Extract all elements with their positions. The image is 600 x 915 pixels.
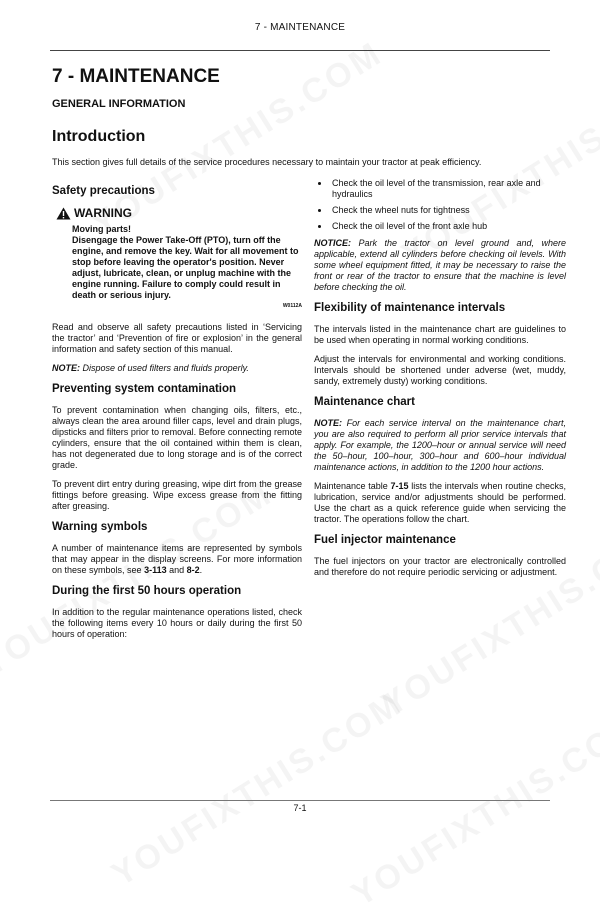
- page-reference: 8-2: [186, 565, 200, 575]
- note-label: NOTE:: [52, 363, 80, 373]
- page-reference: 3-113: [144, 565, 167, 575]
- list-item: • Check the wheel nuts for tightness: [330, 205, 566, 216]
- left-column: [52, 178, 302, 648]
- safety-heading: Safety precautions: [52, 185, 155, 197]
- intro-heading: Introduction: [52, 128, 146, 145]
- contamination-paragraph: To prevent contamination when changing oils, filters, etc., always clean the area around filler caps, level and drain plugs, dipsticks and filters prior to removal. Before connecting remote cylinders, ensure that the oil contained within them is clean, has not degenerated due to long storage and is of the correct grade.: [52, 405, 302, 470]
- check-list: [314, 178, 566, 232]
- table-reference: 7-15: [390, 481, 409, 491]
- note-text: For each service interval on the maintenance chart, you are also required to perform all prior service intervals that apply. For example, the 1200–hour or annual service will need the 50–hour, 100–hour, 300–hour and 600–hour individual maintenance actions, in addition to the 1200 hour actions.: [314, 418, 566, 472]
- first50-paragraph: In addition to the regular maintenance operations listed, check the following items every 10 hours or daily during the first 50 hours of operation:: [52, 607, 302, 639]
- page-number: 7-1: [293, 803, 307, 813]
- warning-triangle-icon: [56, 207, 71, 220]
- list-item: • Check the oil level of the transmission, rear axle and hydraulics: [330, 178, 566, 200]
- chart-heading: Maintenance chart: [314, 396, 415, 408]
- warning-label: WARNING: [74, 206, 132, 220]
- contamination-heading: Preventing system contamination: [52, 383, 237, 395]
- first50-heading: During the first 50 hours operation: [52, 585, 242, 597]
- warning-line: Moving parts!: [72, 224, 132, 234]
- chart-note: [314, 418, 566, 473]
- symbols-text: and: [166, 565, 187, 575]
- flexibility-heading: Flexibility of maintenance intervals: [314, 302, 506, 314]
- flexibility-paragraph: The intervals listed in the maintenance chart are guidelines to be used when operating in normal working conditions.: [314, 324, 566, 345]
- injector-heading: Fuel injector maintenance: [314, 534, 456, 546]
- safety-note: [52, 363, 302, 374]
- watermark: [105, 684, 410, 894]
- list-item: • Check the oil level of the front axle hub: [330, 221, 566, 232]
- chart-text: Maintenance table: [314, 481, 391, 491]
- safety-paragraph: Read and observe all safety precautions listed in ‘Servicing the tractor’ and ‘Prevention of fire or explosion’ in the general information and safety section of this manual.: [52, 322, 302, 354]
- notice-paragraph: [314, 238, 566, 293]
- flexibility-paragraph: Adjust the intervals for environmental and working conditions. Intervals should be shortened under adverse (wet, muddy, sandy, extremely dusty) working conditions.: [314, 354, 566, 386]
- symbols-text: .: [199, 565, 203, 575]
- chart-paragraph: [314, 481, 566, 525]
- right-column: [314, 178, 566, 586]
- notice-label: NOTICE:: [314, 238, 351, 248]
- injector-paragraph: The fuel injectors on your tractor are electronically controlled and therefore do not require periodic servicing or adjustment.: [314, 556, 566, 577]
- warning-line: Disengage the Power Take-Off (PTO), turn off the engine, and remove the key. Wait for all movement to stop before leaving the operator's position. Never adjust, lubricate, clean, or unplug machine with the engine running. Failure to comply could result in death or serious injury.: [72, 235, 299, 300]
- note-label: NOTE:: [314, 418, 342, 428]
- warning-code: W0112A: [282, 303, 302, 309]
- chart-text: lists the intervals when routine checks, lubrication, service and/or adjustments should be performed. Use the chart as a quick reference guide when servicing the tractor. The operations follow the chart.: [314, 481, 566, 524]
- symbols-heading: Warning symbols: [52, 521, 148, 533]
- warning-body: [72, 224, 302, 312]
- symbols-text: A number of maintenance items are represented by symbols that may appear in the display screens. For more information on these symbols, see: [52, 543, 302, 575]
- running-header: 7 - MAINTENANCE: [254, 22, 346, 33]
- section-title: GENERAL INFORMATION: [52, 98, 186, 110]
- chapter-title: 7 - MAINTENANCE: [52, 66, 220, 87]
- intro-paragraph: This section gives full details of the service procedures necessary to maintain your tractor at peak efficiency.: [52, 157, 482, 167]
- contamination-paragraph: To prevent dirt entry during greasing, wipe dirt from the grease fittings before greasing. Wipe excess grease from the fitting after greasing.: [52, 479, 302, 511]
- warning-header: [56, 207, 302, 220]
- note-text: Dispose of used filters and fluids properly.: [82, 363, 249, 373]
- symbols-paragraph: [52, 543, 302, 576]
- notice-text: Park the tractor on level ground and, where applicable, extend all cylinders before checking oil levels. With some wheel equipment fitted, it may be necessary to raise the front or rear of the tractor to ensure that the machine is level before checking the oil.: [314, 238, 566, 292]
- footer-rule: [50, 800, 550, 801]
- warning-box: [52, 207, 302, 312]
